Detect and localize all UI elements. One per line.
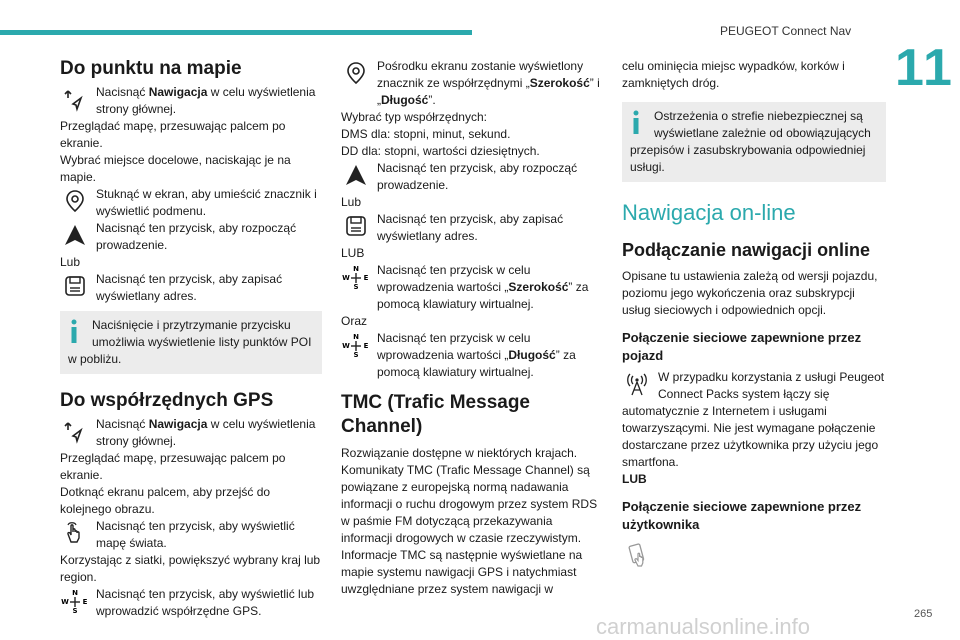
step-gps-coordinates: N S W E Nacisnąć ten przycisk, aby wyświetlić lub wprowadzić współrzędne GPS. <box>61 587 315 618</box>
step-navigation: Nacisnąć Nawigacja w celu wyświetlenia strony głównej. <box>60 416 322 450</box>
step-start-guidance: Nacisnąć ten przycisk, aby rozpocząć prowadzenie. <box>341 160 606 194</box>
section-title-gps: Do współrzędnych GPS <box>60 390 274 411</box>
navigation-arrow-icon <box>60 84 90 114</box>
paragraph: automatycznie z Internetem i usługami towarzyszącymi. Nie jest wymagane połączenie dostarczane przez użytkownika przy użyciu jego smartfona. <box>622 404 879 469</box>
chapter-number: 11 <box>895 39 954 97</box>
svg-text:W: W <box>61 598 69 606</box>
svg-text:N: N <box>72 589 78 597</box>
info-icon <box>68 319 86 343</box>
watermark: carmanualsonline.info <box>596 614 811 639</box>
save-icon <box>60 271 90 301</box>
svg-text:E: E <box>363 342 369 350</box>
step-smartphone <box>622 540 886 570</box>
heading-connect-online: Podłączanie nawigacji online <box>622 240 871 260</box>
svg-text:E: E <box>363 274 369 282</box>
map-pin-icon <box>341 58 371 88</box>
step-place-marker: Stuknąć w ekran, aby umieścić znacznik i wyświetlić podmenu. <box>60 186 322 220</box>
compass-nesw-icon <box>60 586 90 616</box>
column-2 <box>341 58 606 598</box>
save-icon <box>341 211 371 241</box>
paragraph: Komunikaty TMC (Trafic Message Channel) są powiązane z europejską normą nadawania informacji o ruchu drogowym przez system RDS w paśmie FM dotyczącą przekazywania informacji drogowych w czasie rzeczywistym. Informacje TMC są następnie wyświetlane na mapie systemu nawigacji GPS i natychmiast uwzględniane przez system nawigacji w <box>341 463 598 596</box>
paragraph: DD dla: stopni, wartości dziesiętnych. <box>341 144 540 158</box>
paragraph: Rozwiązanie dostępne w niektórych krajach. <box>341 446 578 460</box>
step-start-guidance: Nacisnąć ten przycisk, aby rozpocząć prowadzenie. <box>60 220 322 254</box>
paragraph: Opisane tu ustawienia zależą od wersji pojazdu, poziomu jego wykończenia oraz subskrypcji usług sieciowych i odpowiednich opcji. <box>622 269 878 317</box>
step-navigation: Nacisnąć Nawigacja w celu wyświetlenia strony głównej. <box>60 84 322 118</box>
smartphone-icon <box>622 540 652 570</box>
paragraph: celu ominięcia miejsc wypadków, korków i zamkniętych dróg. <box>622 59 845 90</box>
navigation-arrow-icon <box>60 416 90 446</box>
antenna-signal-icon <box>622 369 652 399</box>
step-save-address: Nacisnąć ten przycisk, aby zapisać wyświetlany adres. <box>60 271 322 305</box>
svg-text:W: W <box>342 342 350 350</box>
or-label: Lub <box>60 255 81 269</box>
step-marker-coordinates: Pośrodku ekranu zostanie wyświetlony znacznik ze współrzędnymi „Szerokość” i „Długość”. <box>341 58 606 109</box>
step-connect-packs: W przypadku korzystania z usługi Peugeot Connect Packs system łączy się <box>622 369 886 403</box>
or-label: Lub <box>341 195 362 209</box>
page-number: 265 <box>914 608 933 620</box>
top-accent-bar <box>0 30 472 35</box>
heading-vehicle-connection: Połączenie sieciowe zapewnione przez pojazd <box>622 330 862 363</box>
svg-text:N: N <box>353 265 359 273</box>
step-enter-latitude: N S W E Nacisnąć ten przycisk w celu wprowadzenia wartości „Szerokość” za pomocą klawiatury wirtualnej. <box>342 263 589 311</box>
heading-user-connection: Połączenie sieciowe zapewnione przez użytkownika <box>622 499 862 532</box>
info-icon <box>630 110 648 134</box>
paragraph: Przeglądać mapę, przesuwając palcem po ekranie. <box>60 451 286 482</box>
paragraph: DMS dla: stopni, minut, sekund. <box>341 127 511 141</box>
compass-nesw-icon <box>341 262 371 292</box>
svg-text:E: E <box>82 598 88 606</box>
compass-nesw-icon <box>341 330 371 360</box>
running-header: PEUGEOT Connect Nav <box>720 24 852 38</box>
start-guidance-icon <box>341 160 371 190</box>
paragraph: Dotknąć ekranu palcem, aby przejść do kolejnego obrazu. <box>60 485 271 516</box>
hand-touch-icon <box>60 518 90 548</box>
paragraph: Korzystając z siatki, powiększyć wybrany kraj lub region. <box>60 553 321 584</box>
paragraph: Przeglądać mapę, przesuwając palcem po ekranie. <box>60 119 286 150</box>
and-label: Oraz <box>341 314 368 328</box>
section-title-online-navigation: Nawigacja on-line <box>622 200 796 225</box>
svg-text:S: S <box>353 351 359 359</box>
paragraph: Wybrać miejsce docelowe, naciskając je na mapie. <box>60 153 291 184</box>
step-world-map: Nacisnąć ten przycisk, aby wyświetlić mapę świata. <box>60 518 322 552</box>
or-label: LUB <box>341 246 365 260</box>
column-3 <box>622 58 886 570</box>
paragraph: Wybrać typ współrzędnych: <box>341 110 487 124</box>
step-enter-longitude: N S W E Nacisnąć ten przycisk w celu wprowadzenia wartości „Długość” za pomocą klawiatury wirtualnej. <box>342 331 576 379</box>
info-note-danger-zones: Ostrzeżenia o strefie niebezpiecznej są wyświetlane zależnie od obowiązujących przepisów i zasubskrybowania odpowiedniej usługi. <box>622 102 886 182</box>
map-pin-icon <box>60 186 90 216</box>
info-note-poi: Naciśnięcie i przytrzymanie przycisku umożliwia wyświetlenie listy punktów POI w pobliżu. <box>60 311 322 374</box>
svg-text:S: S <box>353 283 359 291</box>
column-1 <box>60 58 322 620</box>
step-save-address: Nacisnąć ten przycisk, aby zapisać wyświetlany adres. <box>341 211 606 245</box>
or-label: LUB <box>622 472 647 486</box>
section-title-tmc: TMC (Trafic Message Channel) <box>341 392 530 437</box>
svg-text:N: N <box>353 333 359 341</box>
start-guidance-icon <box>60 220 90 250</box>
section-title-map-point: Do punktu na mapie <box>60 58 242 79</box>
svg-text:W: W <box>342 274 350 282</box>
svg-text:S: S <box>72 607 78 615</box>
